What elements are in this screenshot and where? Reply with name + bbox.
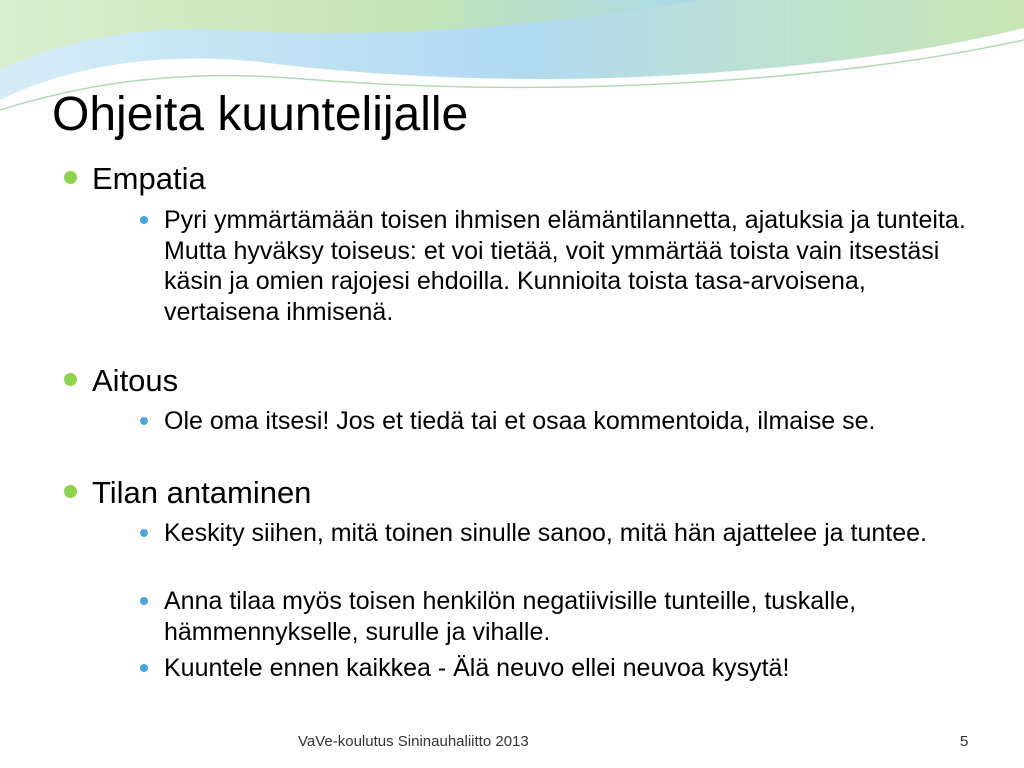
- section-heading-aitous: [92, 362, 178, 400]
- list-item: [164, 586, 974, 647]
- page-number: 5: [960, 733, 969, 750]
- section-heading-text: Aitous: [92, 363, 179, 398]
- list-item: [164, 406, 974, 437]
- level1-bullet-icon: [64, 373, 77, 386]
- slide-title: Ohjeita kuuntelijalle: [52, 88, 469, 141]
- list-item-text: Pyri ymmärtämään toisen ihmisen elämäntilannetta, ajatuksia ja tunteita. Mutta hyväksy toiseus: et voi tietää, voit ymmärtää toista vain itsestäsi käsin ja omien rajojesi ehdoilla. Kunnioita toista tasa-arvoisena, vertaisena ihmisenä.: [164, 206, 966, 326]
- level1-bullet-icon: [64, 485, 77, 498]
- list-item: [164, 653, 974, 684]
- list-item-text: Kuuntele ennen kaikkea - Älä neuvo ellei neuvoa kysytä!: [164, 654, 790, 682]
- level2-bullet-icon: [140, 597, 148, 605]
- section-heading-text: Empatia: [92, 161, 206, 196]
- slide-footer: VaVe-koulutus Sininauhaliitto 2013: [298, 733, 529, 750]
- level2-bullet-icon: [140, 417, 148, 425]
- section-heading-empatia: [92, 160, 206, 198]
- list-item: [164, 518, 974, 549]
- list-item-text: Keskity siihen, mitä toinen sinulle sanoo, mitä hän ajattelee ja tuntee.: [164, 519, 927, 547]
- section-heading-text: Tilan antaminen: [92, 475, 312, 510]
- list-item: [164, 205, 974, 327]
- level2-bullet-icon: [140, 216, 148, 224]
- section-heading-tilan-antaminen: [92, 474, 311, 512]
- level2-bullet-icon: [140, 664, 148, 672]
- level2-bullet-icon: [140, 529, 148, 537]
- level1-bullet-icon: [64, 171, 77, 184]
- list-item-text: Anna tilaa myös toisen henkilön negatiivisille tunteille, tuskalle, hämmennykselle, surulle ja vihalle.: [164, 587, 857, 646]
- list-item-text: Ole oma itsesi! Jos et tiedä tai et osaa kommentoida, ilmaise se.: [164, 407, 876, 435]
